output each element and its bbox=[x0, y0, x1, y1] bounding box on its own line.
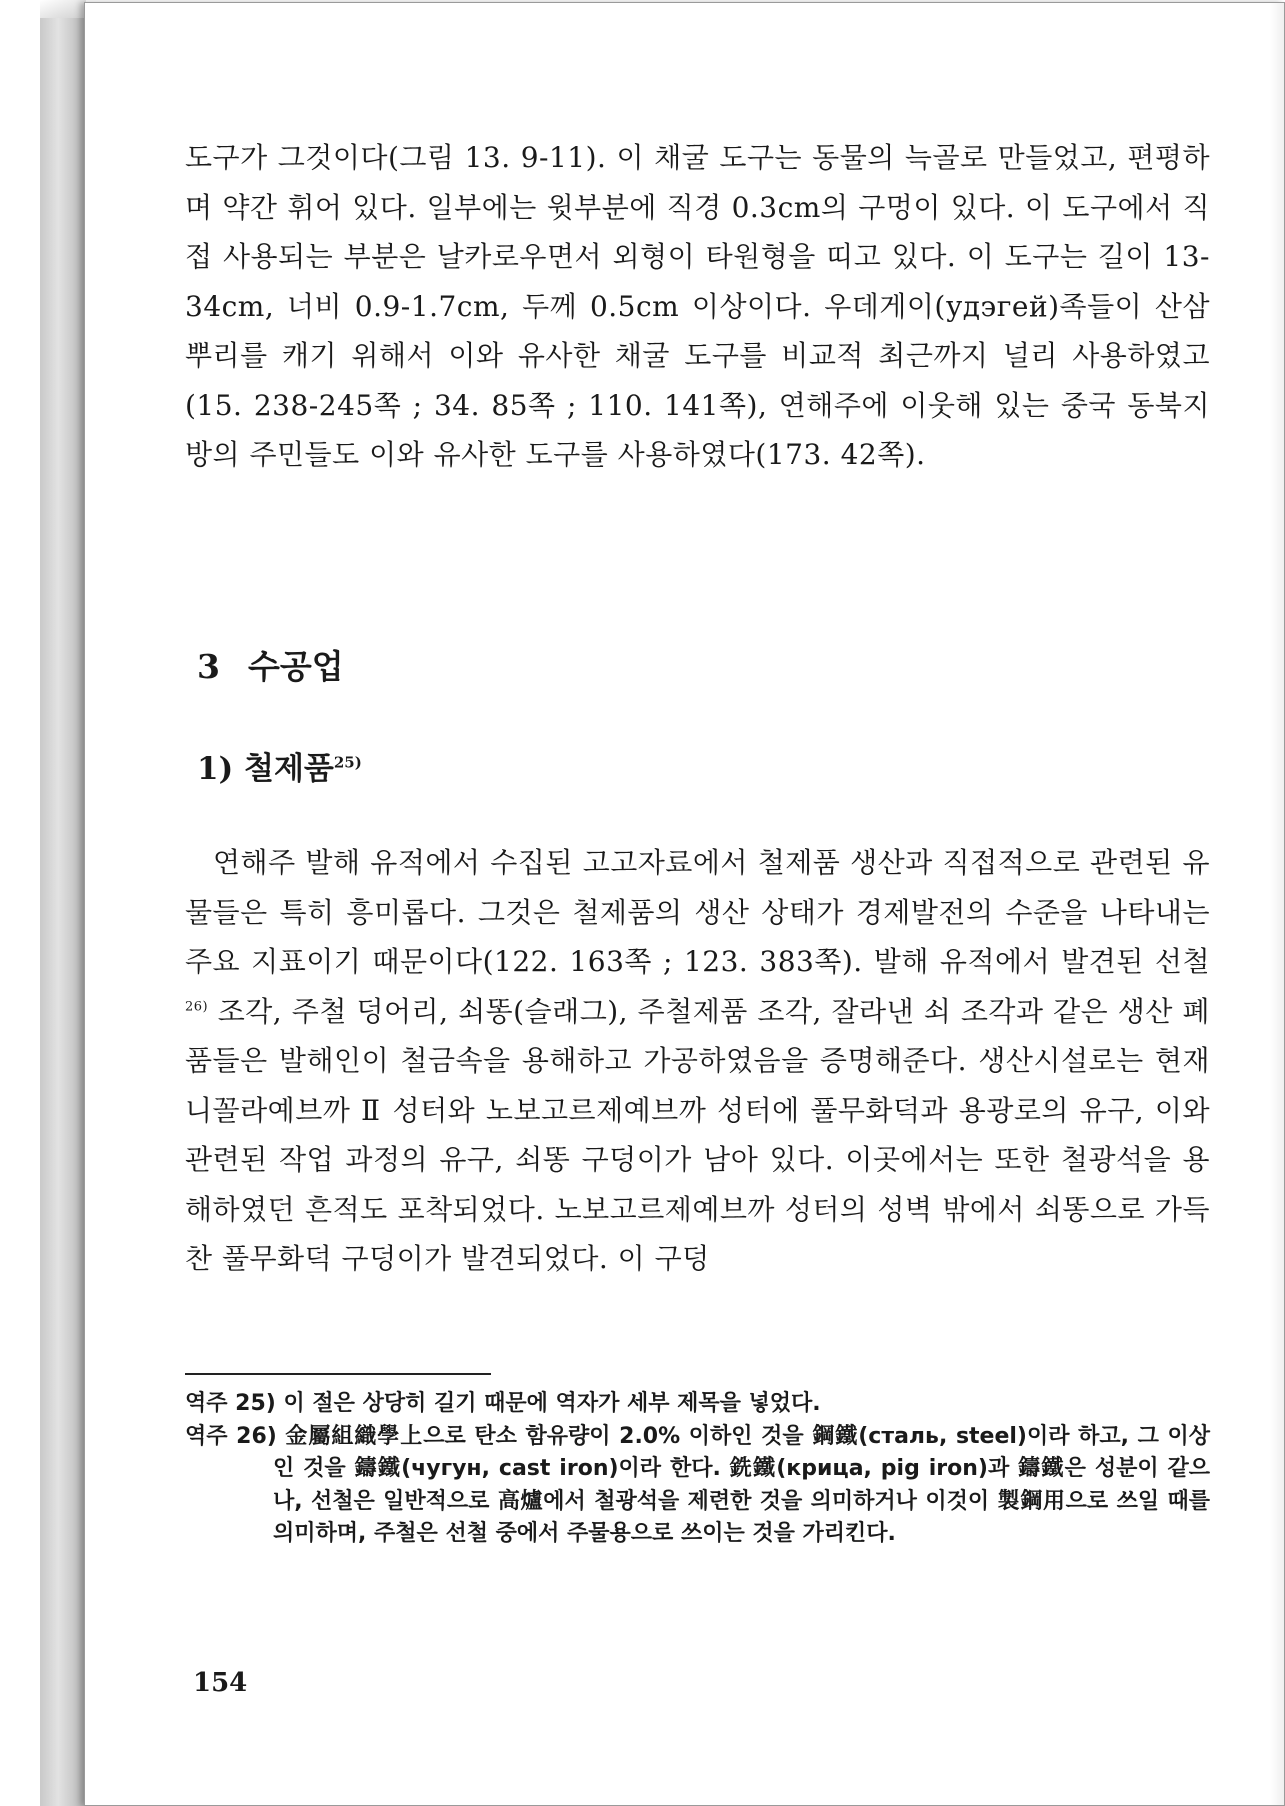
body-footnote-ref: 26) bbox=[185, 999, 209, 1015]
section-title: 1) 철제품 bbox=[197, 751, 334, 787]
chapter-number: 3 bbox=[197, 647, 220, 686]
paragraph-iron-products bbox=[185, 838, 1210, 1284]
footnote-26: 역주 26) 金屬組織學上으로 탄소 함유량이 2.0% 이하인 것을 鋼鐵(сталь, steel)이라 하고, 그 이상인 것을 鑄鐵(чугун, cast iron)이라 한다. 銑鐵(крица, pig iron)과 鑄鐵은 성분이 같으나, 선철은 일반적으로 高爐에서 철광석을 제련한 것을 의미하거나 이것이 製鋼用으로 쓰일 때를 의미하며, 주철은 선철 중에서 주물용으로 쓰이는 것을 가리킨다. bbox=[185, 1423, 1210, 1546]
body-text-block bbox=[185, 838, 1210, 1284]
section-footnote-ref: 25) bbox=[333, 753, 362, 772]
chapter-title: 수공업 bbox=[247, 647, 344, 686]
book-spine-top bbox=[40, 0, 86, 18]
book-spine-edge bbox=[40, 0, 86, 1806]
footnote-25: 역주 25) 이 절은 상당히 길기 때문에 역자가 세부 제목을 넣었다. bbox=[185, 1391, 821, 1416]
section-heading bbox=[197, 743, 362, 788]
chapter-heading bbox=[197, 641, 344, 688]
paragraph-mining-tool: 도구가 그것이다(그림 13. 9-11). 이 채굴 도구는 동물의 늑골로 만들었고, 편평하며 약간 휘어 있다. 일부에는 윗부분에 직경 0.3cm의 구멍이 있다. 이 도구에서 직접 사용되는 부분은 날카로우면서 외형이 타원형을 띠고 있다. 이 도구는 길이 13-34cm, 너비 0.9-1.7cm, 두께 0.5cm 이상이다. 우데게이(удэгей)족들이 산삼 뿌리를 캐기 위해서 이와 유사한 채굴 도구를 비교적 최근까지 널리 사용하였고(15. 238-245쪽 ; 34. 85쪽 ; 110. 141쪽), 연해주에 이웃해 있는 중국 동북지방의 주민들도 이와 유사한 도구를 사용하였다(173. 42쪽). bbox=[185, 141, 1210, 471]
paragraph-iron-part2: 조각, 주철 덩어리, 쇠똥(슬래그), 주철제품 조각, 잘라낸 쇠 조각과 같은 생산 폐품들은 발해인이 철금속을 용해하고 가공하였음을 증명해준다. 생산시설로는 현재 니꼴라예브까 Ⅱ 성터와 노보고르제예브까 성터에 풀무화덕과 용광로의 유구, 이와 관련된 작업 과정의 유구, 쇠똥 구덩이가 남아 있다. 이곳에서는 또한 철광석을 용해하였던 흔적도 포착되었다. 노보고르제예브까 성터의 성벽 밖에서 쇠똥으로 가득찬 풀무화덕 구덩이가 발견되었다. 이 구덩 bbox=[185, 994, 1210, 1275]
page-edge bbox=[1270, 3, 1284, 1805]
book-page bbox=[84, 2, 1285, 1806]
top-text-block bbox=[185, 133, 1210, 480]
page-number: 154 bbox=[193, 1668, 248, 1698]
footnotes bbox=[185, 1388, 1210, 1551]
paragraph-iron-part1: 연해주 발해 유적에서 수집된 고고자료에서 철제품 생산과 직접적으로 관련된 유물들은 특히 흥미롭다. 그것은 철제품의 생산 상태가 경제발전의 수준을 나타내는 주요 지표이기 때문이다(122. 163쪽 ; 123. 383쪽). 발해 유적에서 발견된 선철 bbox=[185, 846, 1210, 978]
footnote-divider bbox=[185, 1373, 491, 1375]
